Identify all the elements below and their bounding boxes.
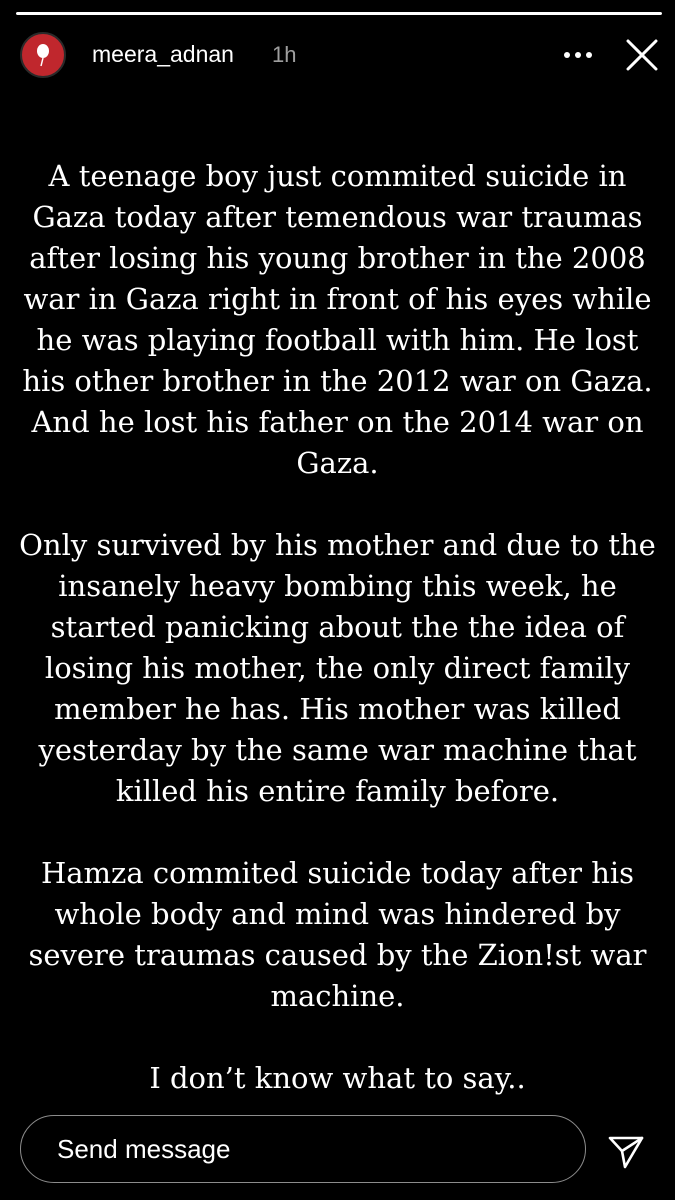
story-line: Gaza. [296, 446, 379, 480]
story-header [0, 25, 675, 85]
balloon-icon [32, 43, 54, 67]
story-line: insanely heavy bombing this week, he [58, 569, 617, 603]
story-paragraph-1 [0, 156, 675, 484]
story-line: after losing his young brother in the 2008 [29, 241, 646, 275]
close-button[interactable] [620, 33, 664, 77]
story-paragraph-2 [0, 525, 675, 812]
story-progress-fill [16, 12, 662, 15]
more-horizontal-icon [563, 51, 593, 59]
story-line: killed his entire family before. [115, 774, 560, 808]
story-line: Hamza commited suicide today after his [40, 856, 635, 890]
story-line: member he has. His mother was killed [54, 692, 621, 726]
story-paragraph-3 [0, 853, 675, 1017]
story-progress-bar [16, 12, 662, 15]
send-button[interactable] [604, 1130, 648, 1174]
username[interactable]: meera_adnan [92, 41, 234, 67]
story-line: And he lost his father on the 2014 war on [31, 405, 644, 439]
story-line: he was playing football with him. He lost [36, 323, 639, 357]
story-line: I don’t know what to say.. [149, 1061, 526, 1095]
story-line: A teenage boy just commited suicide in [48, 159, 627, 193]
send-message-bar[interactable] [20, 1115, 586, 1183]
avatar[interactable] [20, 32, 66, 78]
story-line: yesterday by the same war machine that [38, 733, 637, 767]
story-line: started panicking about the the idea of [50, 610, 625, 644]
story-paragraph-4 [0, 1058, 675, 1099]
story-line: machine. [270, 979, 405, 1013]
story-line: his other brother in the 2012 war on Gaza. [22, 364, 653, 398]
post-time: 1h [272, 42, 297, 67]
send-icon [607, 1133, 645, 1171]
close-icon [625, 38, 659, 72]
story-line: whole body and mind was hindered by [54, 897, 621, 931]
story-line: severe traumas caused by the Zion!st war [28, 938, 647, 972]
story-text [0, 156, 675, 1140]
story-line: Only survived by his mother and due to the [19, 528, 656, 562]
story-line: Gaza today after temendous war traumas [32, 200, 643, 234]
story-line: losing his mother, the only direct family [44, 651, 631, 685]
send-message-input[interactable] [55, 1133, 585, 1166]
more-options-button[interactable] [558, 35, 598, 75]
story-line: war in Gaza right in front of his eyes while [23, 282, 652, 316]
